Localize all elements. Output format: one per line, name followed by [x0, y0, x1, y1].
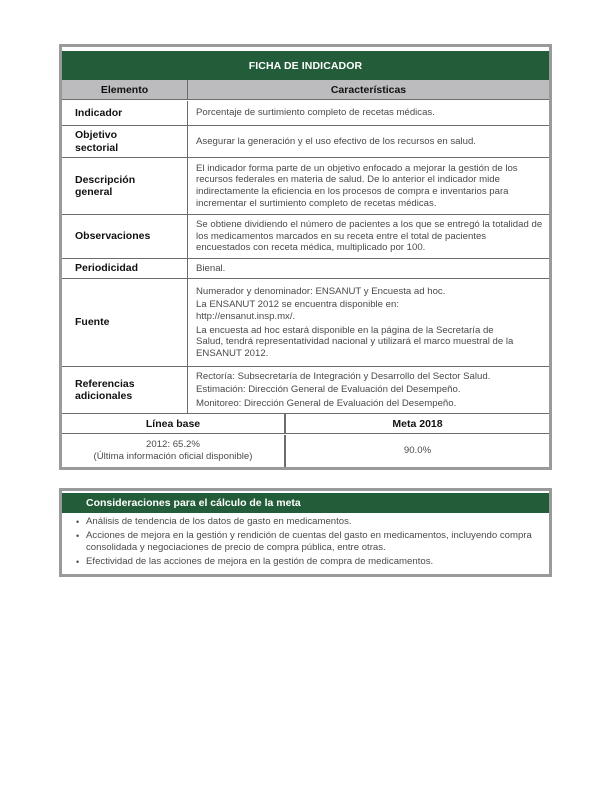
linea-base-note: (Última información oficial disponible) [93, 451, 253, 462]
row-text: Se obtiene dividiendo el número de pacientes a los que se entregó la totalidad de los medicamentos marcados en su receta entre el total de pacientes encuestados con receta médica, multiplicado por 100. [196, 219, 543, 254]
ficha-title: FICHA DE INDICADOR [62, 51, 549, 80]
list-item-text: Análisis de tendencia de los datos de gasto en medicamentos. [86, 516, 352, 527]
column-header-elemento: Elemento [62, 80, 188, 100]
meta-header: Meta 2018 [392, 417, 443, 430]
row-value [188, 126, 549, 157]
row-label: Objetivo sectorial [62, 126, 188, 157]
row-value [188, 215, 549, 258]
list-item-text: Efectividad de las acciones de mejora en la gestión de compra de medicamentos. [86, 556, 434, 567]
row-value [188, 259, 549, 278]
row-text: La ENSANUT 2012 se encuentra disponible en: http://ensanut.insp.mx/. [196, 299, 400, 322]
row-label: Observaciones [62, 215, 188, 258]
list-item [62, 556, 549, 568]
column-header-caracteristicas: Características [188, 80, 549, 100]
row-text: El indicador forma parte de un objetivo enfocado a mejorar la gestión de los recursos federales en materia de salud. De lo anterior el indicador mide indirectamente la eficiencia en los procesos de compra e inventarios para incrementar el surtimiento completo de recetas médicas. [196, 162, 518, 209]
row-objetivo-sectorial [62, 126, 549, 158]
row-text: Rectoría: Subsecretaría de Integración y Desarrollo del Sector Salud. [196, 370, 491, 382]
consideraciones-title: Consideraciones para el cálculo de la meta [62, 493, 549, 513]
row-referencias-adicionales [62, 367, 549, 414]
linea-base-cell [62, 435, 286, 467]
consideraciones-box [59, 488, 552, 577]
row-text: Bienal. [196, 262, 226, 274]
row-text: Asegurar la generación y el uso efectivo de los recursos en salud. [196, 135, 476, 147]
row-value [188, 158, 549, 214]
bullet-icon: • [76, 557, 80, 567]
row-text: Estimación: Dirección General de Evaluación del Desempeño. [196, 384, 461, 396]
linea-base-value: 2012: 65.2% [146, 439, 200, 450]
row-label: Indicador [62, 101, 188, 125]
baseline-target-values [62, 435, 549, 467]
row-text: Porcentaje de surtimiento completo de recetas médicas. [196, 107, 435, 119]
row-label: Periodicidad [62, 259, 188, 278]
row-value [188, 101, 549, 125]
row-text: Numerador y denominador: ENSANUT y Encuesta ad hoc. [196, 285, 446, 297]
row-text: Monitoreo: Dirección General de Evaluación del Desempeño. [196, 397, 457, 409]
list-item [62, 530, 549, 554]
row-label: Referencias adicionales [62, 367, 188, 413]
meta-cell [286, 435, 549, 467]
row-text: La encuesta ad hoc estará disponible en la página de la Secretaría de Salud, tendrá representatividad nacional y utilizará el marco muestral de la ENSANUT 2012. [196, 324, 514, 359]
row-observaciones [62, 215, 549, 259]
row-value [188, 367, 549, 413]
baseline-target-header [62, 414, 549, 434]
row-label: Fuente [62, 279, 188, 366]
ficha-de-indicador-table [59, 44, 552, 470]
row-fuente [62, 279, 549, 367]
bullet-icon: • [76, 531, 80, 541]
linea-base-header: Línea base [62, 414, 286, 433]
consideraciones-list [62, 516, 549, 570]
list-item [62, 516, 549, 528]
meta-value: 90.0% [403, 445, 432, 456]
row-indicador [62, 101, 549, 126]
row-periodicidad [62, 259, 549, 279]
row-label: Descripción general [62, 158, 188, 214]
list-item-text: Acciones de mejora en la gestión y rendición de cuentas del gasto en medicamentos, incluyendo compra consolidada y negociaciones de precio de compra pública, entre otras. [86, 530, 532, 553]
row-descripcion-general [62, 158, 549, 215]
bullet-icon: • [76, 517, 80, 527]
row-value [188, 279, 549, 366]
